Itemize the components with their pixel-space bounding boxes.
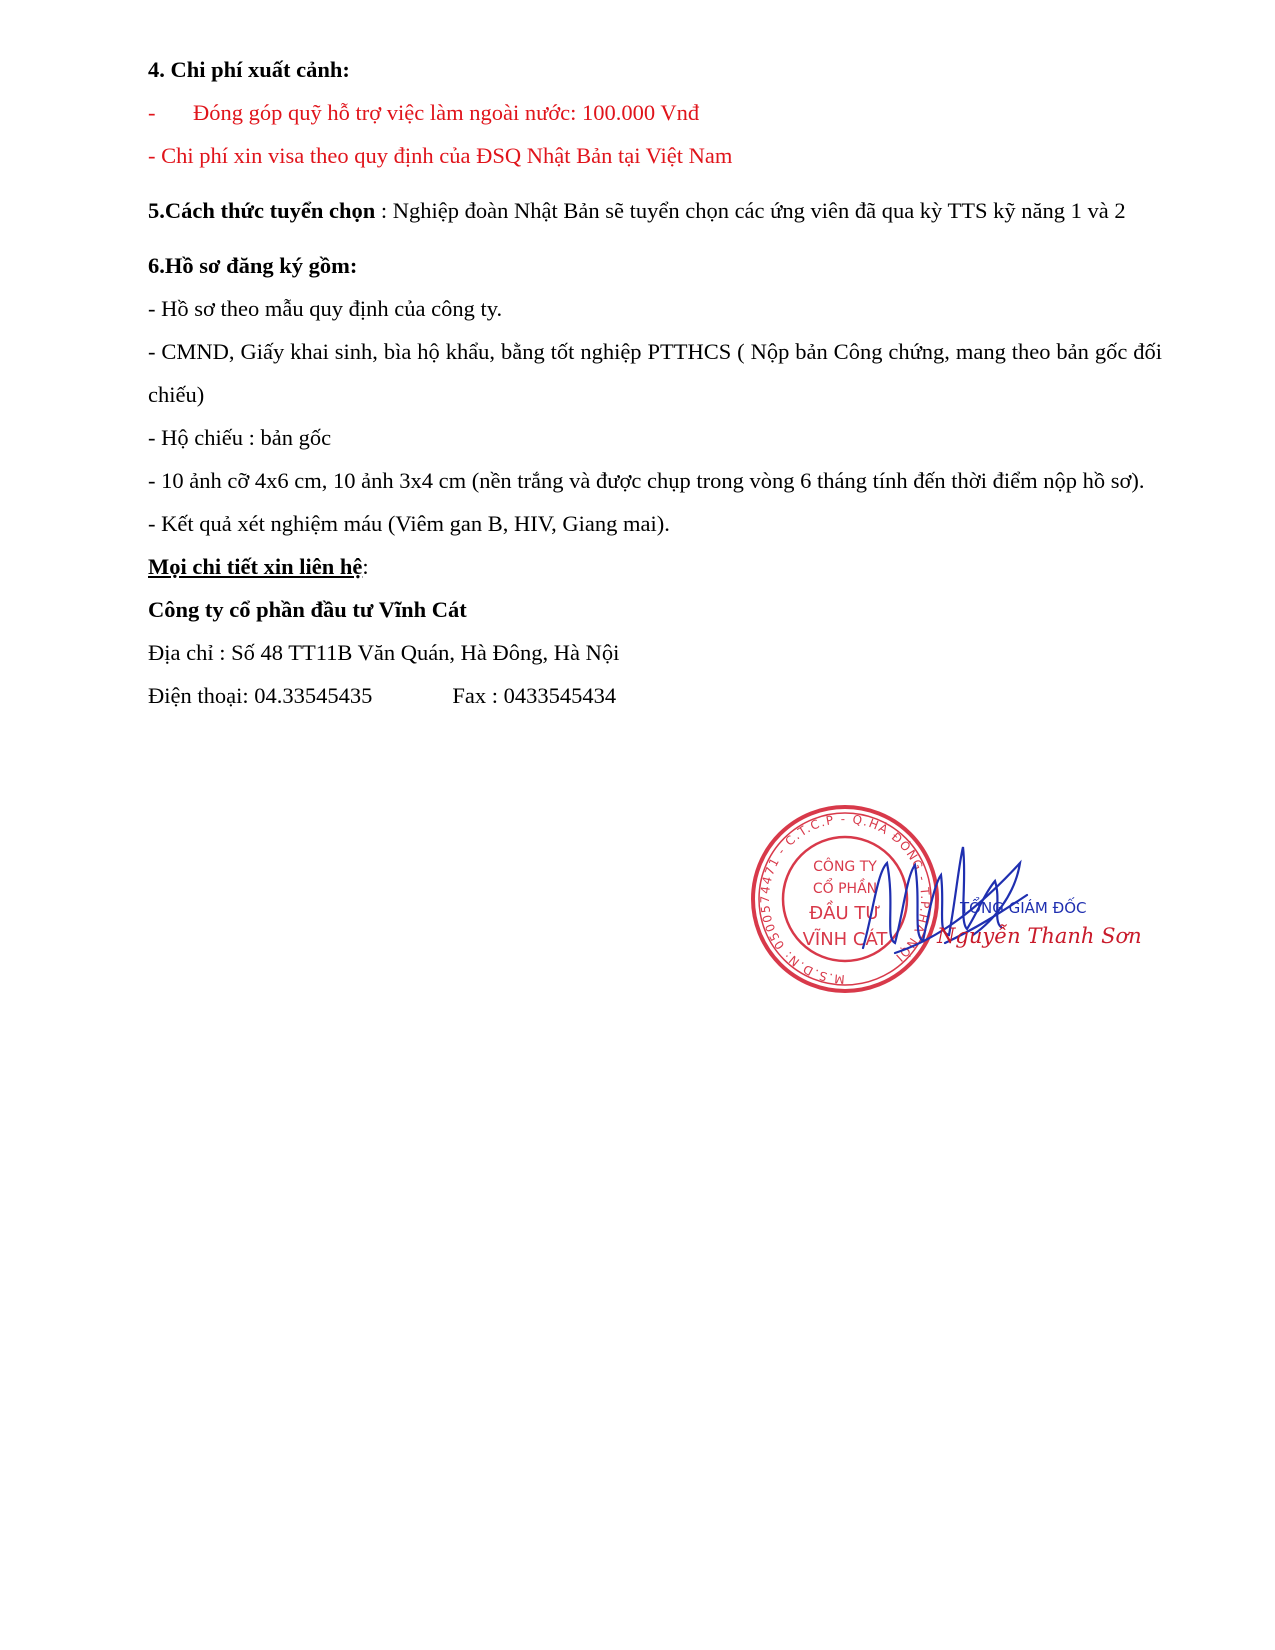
seal-line4: VĨNH CÁT xyxy=(802,929,888,950)
seal-line2: CỔ PHẦN xyxy=(812,881,878,897)
signer-name: Nguyễn Thanh Sơn xyxy=(937,924,1142,948)
seal-ring-text: M.S.D.N: 0500574471 - C.T.C.P - Q.HÀ ĐÔNG - T.P.HÀ NỘI xyxy=(758,811,933,987)
section5-paragraph xyxy=(148,189,1162,232)
phone: Điện thoại: 04.33545435 xyxy=(148,683,373,708)
contact-heading: Mọi chi tiết xin liên hệ xyxy=(148,554,363,579)
section4-item2: - Chi phí xin visa theo quy định của ĐSQ Nhật Bản tại Việt Nam xyxy=(148,143,733,168)
section4-item1 xyxy=(148,91,1162,134)
section5-text: : Nghiệp đoàn Nhật Bản sẽ tuyển chọn các ứng viên đã qua kỳ TTS kỹ năng 1 và 2 xyxy=(375,198,1126,223)
list-item: - Kết quả xét nghiệm máu (Viêm gan B, HIV, Giang mai). xyxy=(148,511,670,536)
signature-title: TỔNG GIÁM ĐỐC xyxy=(960,899,1087,917)
phone-fax-line xyxy=(148,674,1162,717)
section4-item1-dash: - xyxy=(148,100,156,125)
seal-line1: CÔNG TY xyxy=(813,859,877,875)
list-item: - Hộ chiếu : bản gốc xyxy=(148,425,332,450)
section4-heading: 4. Chi phí xuất cảnh: xyxy=(148,57,350,82)
document-page xyxy=(148,48,1162,717)
list-item: - Hồ sơ theo mẫu quy định của công ty. xyxy=(148,296,503,321)
section6-heading: 6.Hồ sơ đăng ký gồm: xyxy=(148,253,358,278)
company-seal xyxy=(745,803,1145,1008)
stamp-signature-block xyxy=(745,803,1145,1008)
fax: Fax : 0433545434 xyxy=(452,683,617,708)
list-item: - CMND, Giấy khai sinh, bìa hộ khẩu, bằng tốt nghiệp PTTHCS ( Nộp bản Công chứng, mang theo bản gốc đối chiếu) xyxy=(148,339,1162,407)
section5-heading: 5.Cách thức tuyển chọn xyxy=(148,198,376,223)
contact-heading-line xyxy=(148,545,1162,588)
list-item: - 10 ảnh cỡ 4x6 cm, 10 ảnh 3x4 cm (nền trắng và được chụp trong vòng 6 tháng tính đến thời điểm nộp hồ sơ). xyxy=(148,468,1145,493)
contact-heading-colon: : xyxy=(362,554,369,579)
company-name: Công ty cổ phần đầu tư Vĩnh Cát xyxy=(148,597,467,622)
seal-line3: ĐẦU TƯ xyxy=(809,903,881,924)
company-address: Địa chỉ : Số 48 TT11B Văn Quán, Hà Đông, Hà Nội xyxy=(148,640,620,665)
section4-item1-text: Đóng góp quỹ hỗ trợ việc làm ngoài nước: 100.000 Vnđ xyxy=(193,100,700,125)
